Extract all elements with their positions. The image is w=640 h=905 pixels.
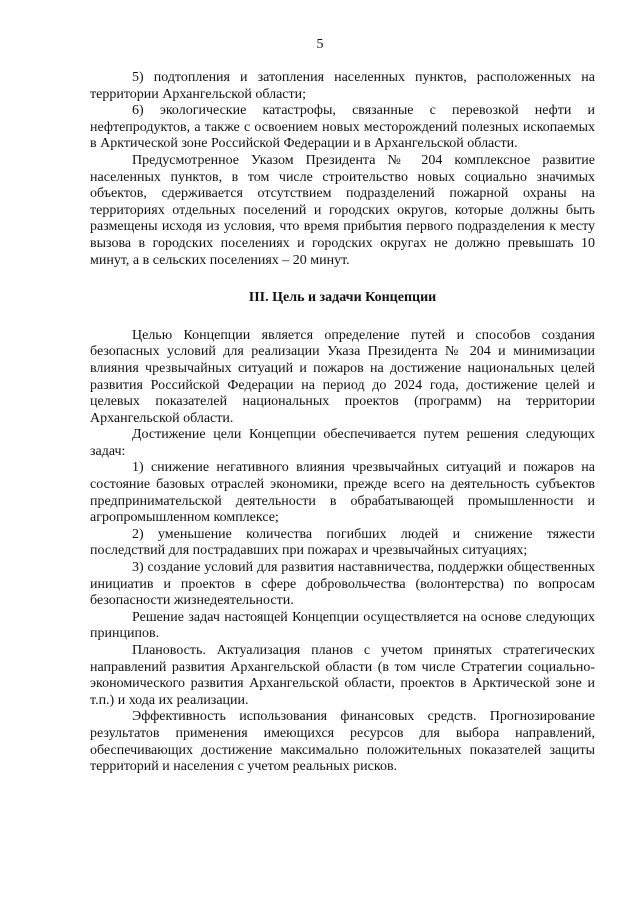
section-heading: III. Цель и задачи Концепции — [248, 290, 437, 306]
paragraph-principles-intro: Решение задач настоящей Концепции осуществляется на основе следующих принципов. — [90, 609, 595, 642]
list-item-ecological-disasters: 6) экологические катастрофы, связанные с перевозкой нефти и нефтепродуктов, а также с освоением новых месторождений полезных ископаемых в Арктической зоне Российской Федерации и в Архангельской области. — [90, 103, 595, 152]
paragraph-development-constraints: Предусмотренное Указом Президента № 204 комплексное развитие населенных пунктов, в том числе строительство новых социально значимых объектов, сдерживается отсутствием подразделений пожарной охраны на территориях отдельных поселений и городских округов, которые должны быть размещены исходя из условия, что время прибытия первого подразделения к месту вызова в городских поселениях и городских округах не должно превышать 10 минут, а в сельских поселениях – 20 минут. — [90, 152, 595, 268]
paragraph-tasks-intro: Достижение цели Концепции обеспечивается путем решения следующих задач: — [90, 427, 595, 459]
task-item-1: 1) снижение негативного влияния чрезвычайных ситуаций и пожаров на состояние базовых отраслей экономики, прежде всего на деятельность субъектов предпринимательской деятельности в обрабатывающей промышленности и агропромышленном комплексе; — [90, 460, 595, 526]
list-item-flooding: 5) подтопления и затопления населенных пунктов, расположенных на территории Архангельской области; — [90, 70, 595, 102]
page-number: 5 — [316, 37, 324, 52]
document-body — [90, 70, 595, 776]
principle-efficiency: Эффективность использования финансовых средств. Прогнозирование результатов применения имеющихся ресурсов для выбора направлений, обеспечивающих достижение максимально положительных показателей защиты территорий и населения с учетом реальных рисков. — [90, 709, 595, 775]
task-item-3: 3) создание условий для развития наставничества, поддержки общественных инициатив и проектов в сфере добровольчества (волонтерства) по вопросам безопасности жизнедеятельности. — [90, 560, 595, 609]
paragraph-concept-goal: Целью Концепции является определение путей и способов создания безопасных условий для реализации Указа Президента № 204 и минимизации влияния чрезвычайных ситуаций и пожаров на достижение национальных целей развития Российской Федерации на период до 2024 года, достижение целей и целевых показателей национальных проектов (программ) на территории Архангельской области. — [90, 327, 595, 426]
task-item-2: 2) уменьшение количества погибших людей и снижение тяжести последствий для пострадавших при пожарах и чрезвычайных ситуациях; — [90, 526, 595, 559]
principle-planning: Плановость. Актуализация планов с учетом принятых стратегических направлений развития Архангельской области (в том числе Стратегии социально-экономического развития Архангельской области, проектов в Арктической зоне и т.п.) и хода их реализации. — [90, 643, 595, 708]
